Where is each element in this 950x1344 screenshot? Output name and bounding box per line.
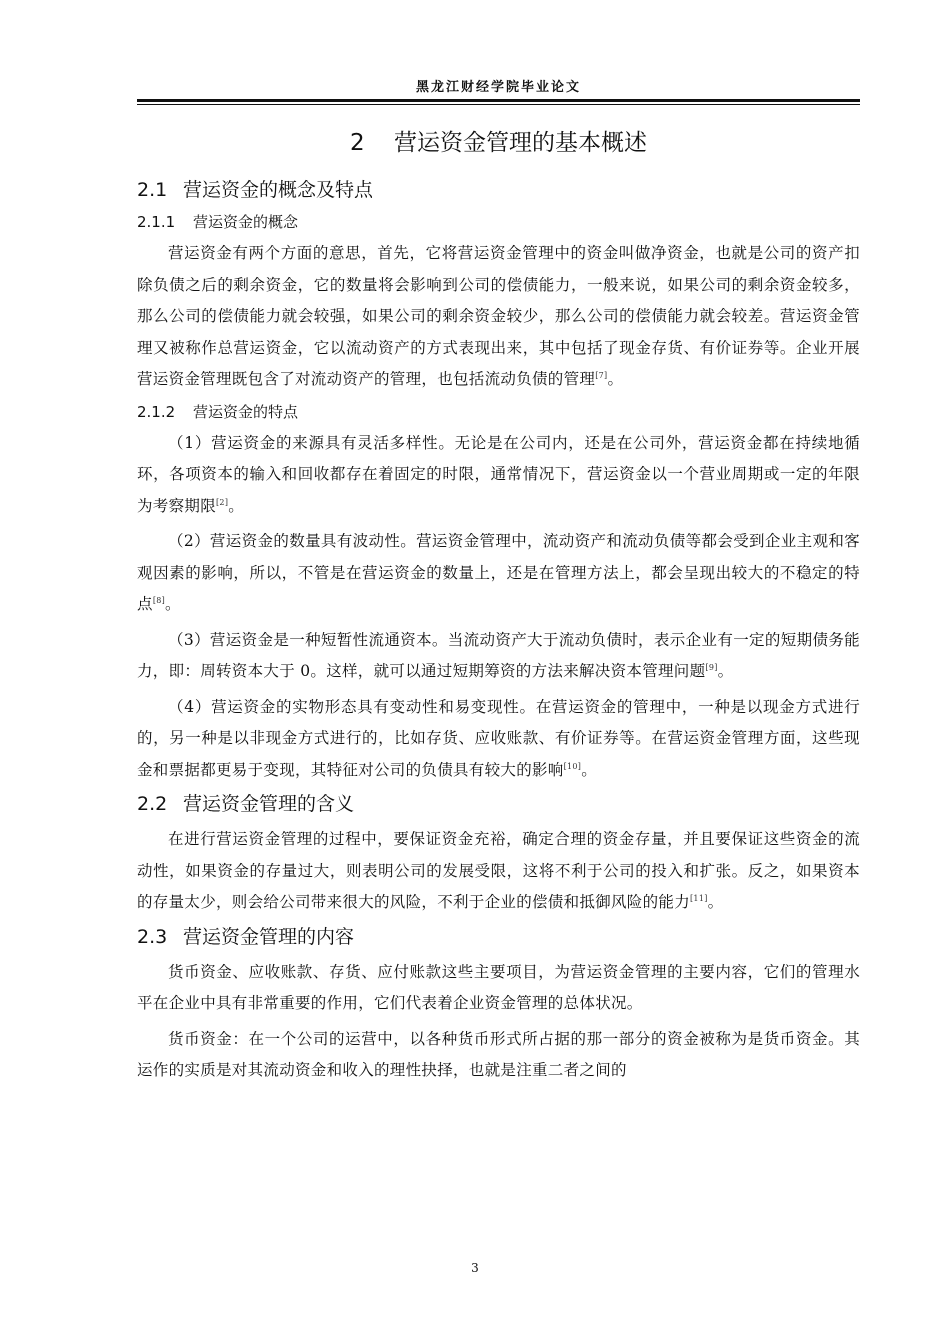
citation[interactable]: [11] xyxy=(690,893,708,903)
section-heading-2-3 xyxy=(137,923,860,951)
section-title: 营运资金管理的内容 xyxy=(183,925,355,948)
section-heading-2-1 xyxy=(137,176,860,204)
citation[interactable]: [9] xyxy=(705,662,718,672)
paragraph-text: 在进行营运资金管理的过程中，要保证资金充裕，确定合理的资金存量，并且要保证这些资金的流动性，如果资金的存量过大，则表明公司的发展受限，这将不利于公司的投入和扩张。反之，如果资本的存量太少，则会给公司带来很大的风险，不利于企业的偿债和抵御风险的能力 xyxy=(137,830,860,911)
section-title: 营运资金的特点 xyxy=(193,402,299,421)
paragraph-end: 。 xyxy=(607,370,624,388)
section-number: 2.1.1 xyxy=(137,213,176,231)
paragraph-text: （1）营运资金的来源具有灵活多样性。无论是在公司内，还是在公司外，营运资金都在持续地循环，各项资本的输入和回收都存在着固定的时限，通常情况下，营运资金以一个营业周期或一定的年限为考察期限 xyxy=(137,433,860,515)
paragraph xyxy=(137,692,860,787)
citation[interactable]: [10] xyxy=(563,761,582,771)
section-heading-2-2 xyxy=(137,790,860,818)
header-rule-thin xyxy=(137,104,860,105)
paragraph-end: 。 xyxy=(165,595,181,613)
chapter-title-text: 营运资金管理的基本概述 xyxy=(393,130,647,156)
citation[interactable]: [2] xyxy=(216,497,229,507)
header-rule-thick xyxy=(137,99,860,102)
paragraph-text: 营运资金有两个方面的意思，首先，它将营运资金管理中的资金叫做净资金，也就是公司的资产扣除负债之后的剩余资金，它的数量将会影响到公司的偿债能力，一般来说，如果公司的剩余资金较多，那么公司的偿债能力就会较强，如果公司的剩余资金较少，那么公司的偿债能力就会较差。营运资金管理又被称作总营运资金，它以流动资产的方式表现出来，其中包括了现金存货、有价证券等。企业开展营运资金管理既包含了对流动资产的管理，也包括流动负债的管理 xyxy=(137,244,860,388)
citation[interactable]: [7] xyxy=(595,370,608,380)
paragraph xyxy=(137,238,860,396)
paragraph: 货币资金、应收账款、存货、应付账款这些主要项目，为营运资金管理的主要内容，它们的管理水平在企业中具有非常重要的作用，它们代表着企业资金管理的总体状况。 xyxy=(137,962,860,1012)
paragraph-end: 。 xyxy=(228,496,245,515)
paragraph xyxy=(137,824,860,919)
chapter-title xyxy=(137,126,860,160)
section-heading-2-1-1 xyxy=(137,210,860,234)
paragraph-end: 。 xyxy=(717,662,734,680)
section-title: 营运资金管理的含义 xyxy=(183,793,355,815)
section-title: 营运资金的概念 xyxy=(193,213,299,231)
section-number: 2.2 xyxy=(137,793,168,815)
paragraph: 货币资金：在一个公司的运营中，以各种货币形式所占据的那一部分的资金被称为是货币资金。其运作的实质是对其流动资金和收入的理性抉择，也就是注重二者之间的 xyxy=(137,1029,860,1079)
page-number: 3 xyxy=(471,1261,479,1275)
page-content xyxy=(137,126,860,1091)
section-number: 2.3 xyxy=(137,925,168,948)
paragraph-text: （2）营运资金的数量具有波动性。营运资金管理中，流动资产和流动负债等都会受到企业主观和客观因素的影响，所以，不管是在营运资金的数量上，还是在管理方法上，都会呈现出较大的不稳定的特点 xyxy=(137,532,860,613)
paragraph-text: （3）营运资金是一种短暂性流通资本。当流动资产大于流动负债时，表示企业有一定的短期债务能力，即：周转资本大于 0。这样，就可以通过短期筹资的方法来解决资本管理问题 xyxy=(137,630,860,680)
paragraph xyxy=(137,625,860,688)
paragraph xyxy=(137,526,860,621)
paragraph-end: 。 xyxy=(707,893,724,911)
paragraph-end: 。 xyxy=(581,760,598,779)
paragraph-text: （4）营运资金的实物形态具有变动性和易变现性。在营运资金的管理中，一种是以现金方式进行的，另一种是以非现金方式进行的，比如存货、应收账款、有价证券等。在营运资金管理方面，这些现金和票据都更易于变现，其特征对公司的负债具有较大的影响 xyxy=(137,697,860,779)
paragraph xyxy=(137,428,860,523)
section-number: 2.1 xyxy=(137,179,168,201)
running-header: 黑龙江财经学院毕业论文 xyxy=(415,80,581,95)
citation[interactable]: [8] xyxy=(152,595,166,605)
section-title: 营运资金的概念及特点 xyxy=(183,179,374,201)
section-number: 2.1.2 xyxy=(137,402,176,421)
chapter-number: 2 xyxy=(350,130,365,156)
section-heading-2-1-2 xyxy=(137,400,860,424)
